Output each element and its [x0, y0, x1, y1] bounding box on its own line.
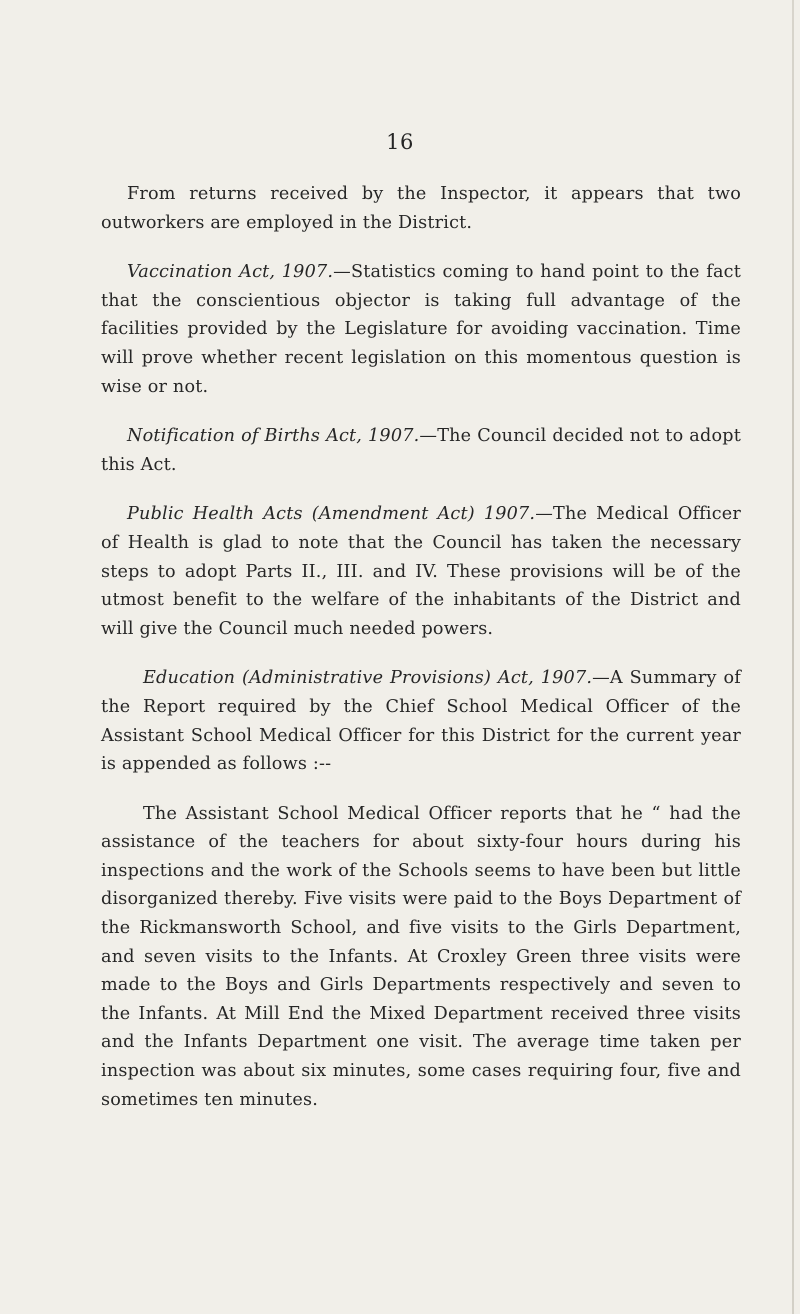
paragraph-vaccination-act [101, 258, 741, 401]
page-edge-divider [792, 0, 794, 1314]
page-number: 16 [386, 130, 414, 154]
section-heading: Education (Administrative Provisions) Act, 1907. [143, 668, 593, 689]
section-heading: Notification of Births Act, 1907. [127, 426, 420, 447]
paragraph-notification-of-births-act [101, 422, 741, 479]
paragraph-text: —The Medical Officer of Health is glad to note that the Council has taken the necessary steps to adopt Parts II., III. and IV. These provisions will be of the utmost benefit to the welfare of the inhabitants of the District and will give the Council much needed powers. [101, 504, 741, 639]
paragraph-text: —Statistics coming to hand point to the fact that the conscientious objector is taking full advantage of the facilities provided by the Legislature for avoiding vaccination. Time will prove whether recent legislation on this momentous question is wise or not. [101, 262, 741, 397]
section-heading: Vaccination Act, 1907. [127, 262, 334, 283]
paragraph-assistant-report [101, 800, 741, 1115]
body-text [101, 180, 741, 1135]
paragraph-text: —The Council decided not to adopt this Act. [101, 426, 741, 475]
paragraph-public-health-acts [101, 500, 741, 643]
paragraph-text: From returns received by the Inspector, it appears that two outworkers are employed in the District. [101, 184, 741, 233]
paragraph-text: —A Summary of the Report required by the Chief School Medical Officer of the Assistant School Medical Officer for this District for the current year is appended as follows :-- [101, 668, 741, 775]
paragraph-education-act [101, 664, 741, 778]
paragraph-outworkers [101, 180, 741, 237]
section-heading: Public Health Acts (Amendment Act) 1907. [127, 504, 536, 525]
paragraph-text: The Assistant School Medical Officer reports that he “ had the assistance of the teachers for about sixty-four hours during his inspections and the work of the Schools seems to have been but little disorganized thereby. Five visits were paid to the Boys Department of the Rickmansworth School, and five visits to the Girls Department, and seven visits to the Infants. At Croxley Green three visits were made to the Boys and Girls Departments respectively and seven to the Infants. At Mill End the Mixed Department received three visits and the Infants Department one visit. The average time taken per inspection was about six minutes, some cases requiring four, five and sometimes ten minutes. [101, 803, 741, 1110]
